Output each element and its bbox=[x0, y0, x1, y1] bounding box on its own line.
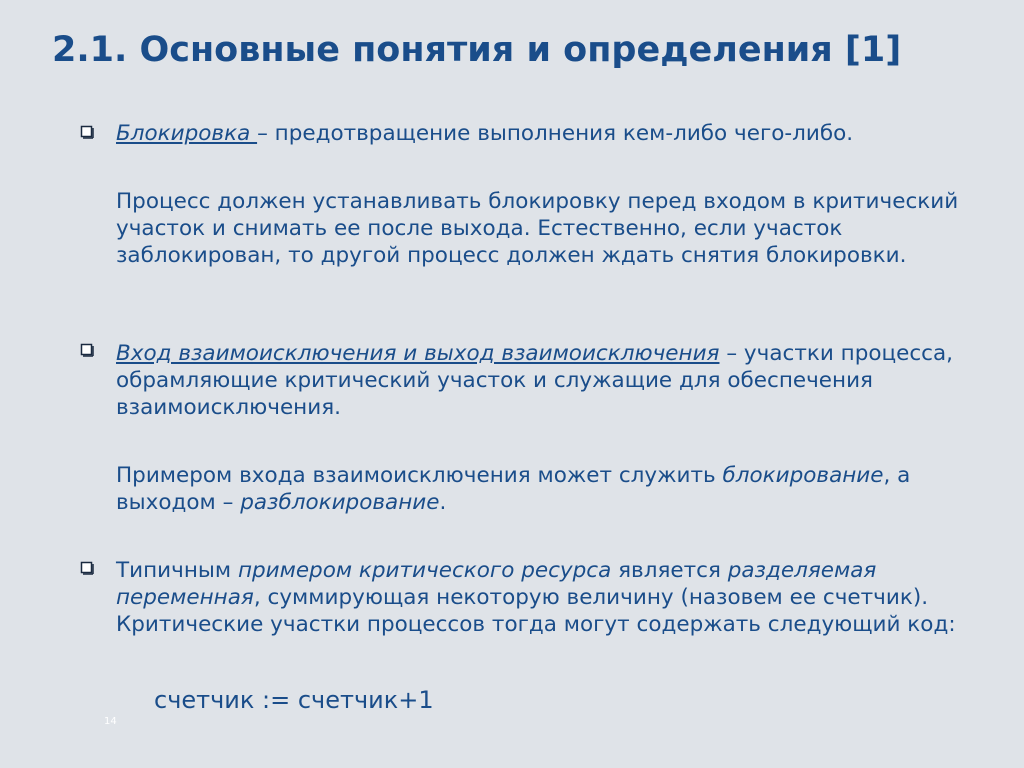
bullet-1-text: – предотвращение выполнения кем-либо чего-либо. bbox=[257, 121, 854, 146]
square-bullet-icon bbox=[80, 343, 94, 357]
code-line: счетчик := счетчик+1 bbox=[154, 686, 434, 714]
bullet-1-paragraph: Процесс должен устанавливать блокировку перед входом в критический участок и снимать ее после выхода. Естественно, если участок заблокирован, то другой процесс должен ждать снятия блокировки. bbox=[116, 189, 959, 268]
term-blocking: Блокировка bbox=[116, 121, 258, 146]
bullet-2-paragraph bbox=[116, 462, 976, 516]
bullet-3-text bbox=[116, 557, 966, 638]
paragraph-text: . bbox=[439, 490, 447, 515]
term-mutex-entry-exit: Вход взаимоисключения и выход взаимоисключения bbox=[116, 341, 720, 366]
paragraph-text: , суммирующая некоторую величину (назовем ее счетчик). Критические участки процессов тогда могут содержать следующий код: bbox=[116, 585, 956, 637]
slide-title: 2.1. Основные понятия и определения [1] bbox=[52, 30, 902, 70]
square-bullet-icon bbox=[80, 125, 94, 139]
em-blocking: блокирование bbox=[722, 463, 884, 488]
bullet-1-definition bbox=[116, 120, 996, 147]
paragraph-text: Типичным bbox=[116, 558, 238, 583]
em-unblocking: разблокирование bbox=[240, 490, 440, 515]
em-shared-variable: разделяемая переменная bbox=[116, 558, 877, 610]
bullet-2-text: – участки процесса, обрамляющие критический участок и служащие для обеспечения взаимоисключения. bbox=[116, 341, 954, 420]
paragraph-text: является bbox=[611, 558, 728, 583]
paragraph-text: Примером входа взаимоисключения может служить bbox=[116, 463, 723, 488]
paragraph-text: , а выходом – bbox=[116, 463, 911, 515]
bullet-2-definition bbox=[116, 340, 976, 421]
square-bullet-icon bbox=[80, 561, 94, 575]
em-critical-resource-example: примером критического ресурса bbox=[237, 558, 612, 583]
page-number: 14 bbox=[104, 716, 117, 727]
